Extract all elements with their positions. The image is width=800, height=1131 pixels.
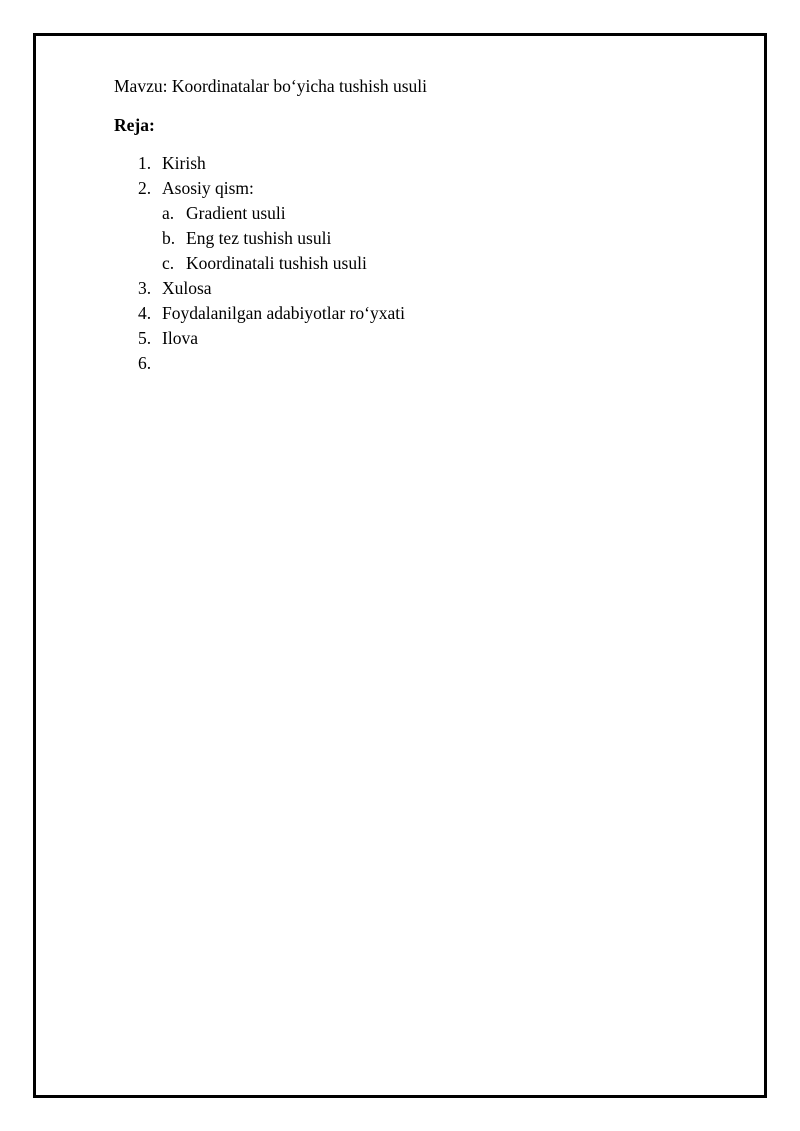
topic-title: Mavzu: Koordinatalar bo‘yicha tushish usuli <box>114 76 427 96</box>
sub-item-text: Gradient usuli <box>186 203 286 223</box>
plan-item-text: Xulosa <box>162 278 212 298</box>
plan-item <box>114 151 734 176</box>
plan-item-text: Kirish <box>162 153 206 173</box>
plan-item-number: 4. <box>138 303 152 323</box>
plan-item <box>114 176 734 276</box>
sub-item <box>162 251 734 276</box>
plan-item-text: Ilova <box>162 328 198 348</box>
document-content <box>114 74 734 376</box>
plan-item <box>114 351 734 376</box>
plan-item-number: 5. <box>138 328 152 348</box>
plan-item-number: 3. <box>138 278 152 298</box>
sub-item-letter: a. <box>162 203 175 223</box>
sub-item-text: Koordinatali tushish usuli <box>186 253 367 273</box>
plan-item-number: 2. <box>138 178 152 198</box>
plan-item-text: Foydalanilgan adabiyotlar ro‘yxati <box>162 303 405 323</box>
plan-item-number: 1. <box>138 153 152 173</box>
plan-item-text <box>162 353 166 373</box>
plan-item <box>114 276 734 301</box>
plan-list <box>114 151 734 376</box>
sub-item <box>162 226 734 251</box>
plan-item-number: 6. <box>138 353 152 373</box>
sub-item <box>162 201 734 226</box>
sub-item-letter: c. <box>162 253 175 273</box>
sub-item-letter: b. <box>162 228 176 248</box>
plan-item <box>114 326 734 351</box>
sub-list <box>162 201 734 276</box>
plan-heading: Reja: <box>114 115 155 135</box>
plan-item-text: Asosiy qism: <box>162 178 254 198</box>
plan-item <box>114 301 734 326</box>
sub-item-text: Eng tez tushish usuli <box>186 228 332 248</box>
